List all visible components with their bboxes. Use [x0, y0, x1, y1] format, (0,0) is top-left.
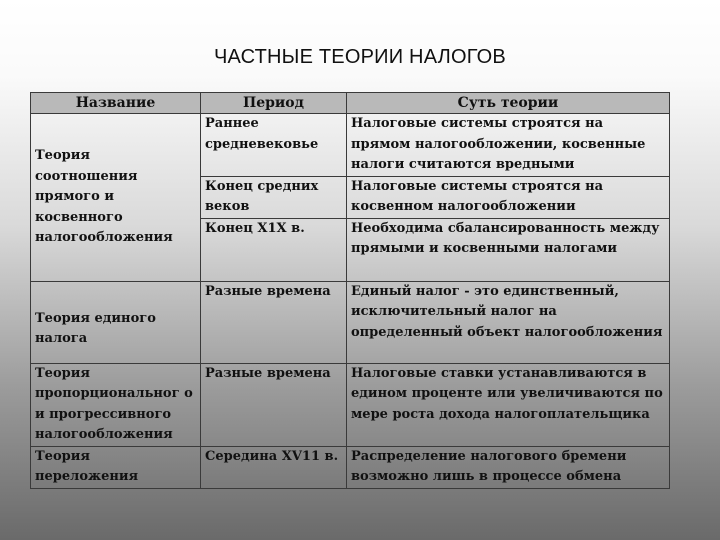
essence-cell: Налоговые системы строятся на прямом налогообложении, косвенные налоги считаются вредными: [347, 114, 670, 177]
theory-name-text: Теория единого налога: [35, 310, 156, 346]
period-cell: Конец средних веков: [201, 176, 347, 218]
theories-table: [30, 92, 670, 489]
theory-name-cell: [31, 281, 201, 363]
essence-cell: Налоговые системы строятся на косвенном налогообложении: [347, 176, 670, 218]
table-header-row: [31, 93, 670, 114]
essence-cell: Необходима сбалансированность между прямыми и косвенными налогами: [347, 218, 670, 281]
essence-cell: Единый налог - это единственный, исключительный налог на определенный объект налогообложения: [347, 281, 670, 363]
header-essence: Суть теории: [347, 93, 670, 114]
essence-cell: Налоговые ставки устанавливаются в едином проценте или увеличиваются по мере роста дохода налогоплательщика: [347, 363, 670, 446]
period-cell: Середина XV11 в.: [201, 446, 347, 488]
theory-name-cell: Теория пропорциональног о и прогрессивного налогообложения: [31, 363, 201, 446]
table-row: [31, 446, 670, 488]
page-title: ЧАСТНЫЕ ТЕОРИИ НАЛОГОВ: [214, 46, 506, 68]
period-cell: Разные времена: [201, 363, 347, 446]
essence-cell: Распределение налогового бремени возможно лишь в процессе обмена: [347, 446, 670, 488]
table-row: [31, 114, 670, 177]
theory-name-cell: Теория переложения: [31, 446, 201, 488]
period-cell: Конец X1X в.: [201, 218, 347, 281]
table-row: [31, 281, 670, 363]
header-name: Название: [31, 93, 201, 114]
table-row: [31, 363, 670, 446]
period-cell: Разные времена: [201, 281, 347, 363]
header-period: Период: [201, 93, 347, 114]
period-cell: Раннее средневековье: [201, 114, 347, 177]
theory-name-cell: Теория соотношения прямого и косвенного налогообложения: [31, 114, 201, 282]
